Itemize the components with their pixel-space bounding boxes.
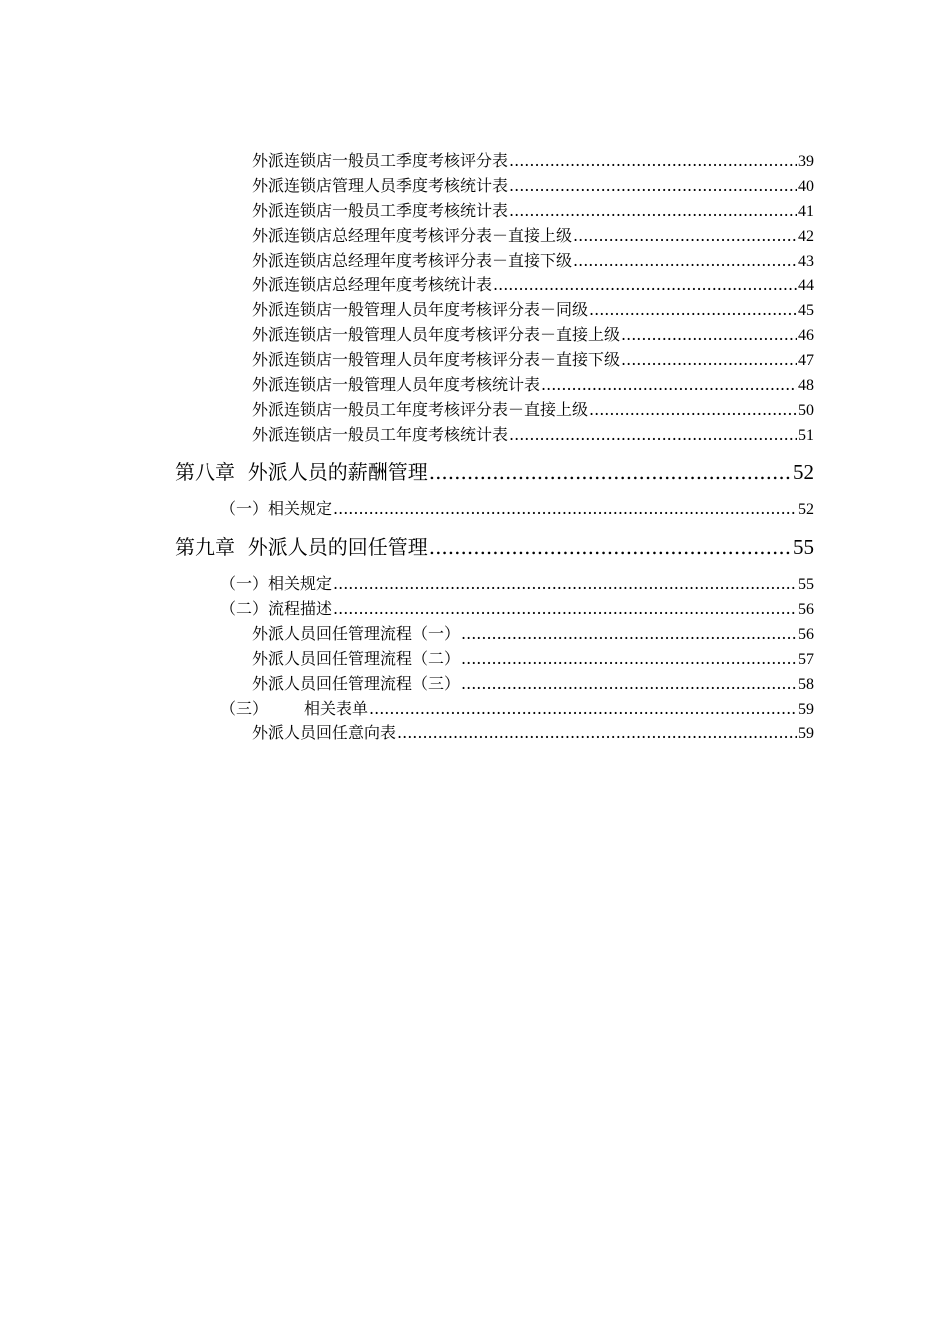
toc-entry[interactable] [252, 225, 814, 247]
toc-entry[interactable] [252, 424, 814, 446]
toc-entry-text: 相关表单 [304, 699, 369, 718]
toc-entry-title: 外派连锁店一般管理人员年度考核评分表－直接下级 [252, 350, 621, 369]
toc-entry-title: 外派连锁店总经理年度考核评分表－直接上级 [252, 226, 573, 245]
toc-leader-dots [333, 498, 797, 520]
toc-entry-title [220, 698, 368, 720]
toc-entry-page: 50 [798, 402, 814, 419]
toc-leader-dots [509, 150, 797, 172]
toc-leader-dots [397, 722, 797, 744]
toc-entry-page: 51 [798, 427, 814, 444]
toc-entry-title: 外派连锁店一般管理人员年度考核统计表 [252, 375, 541, 394]
toc-entry[interactable] [252, 324, 814, 346]
toc-entry-title: （一）相关规定 [220, 499, 333, 518]
toc-entry-title: 外派人员回任管理流程（一） [252, 624, 461, 643]
toc-entry-title: 外派连锁店总经理年度考核评分表－直接下级 [252, 251, 573, 270]
toc-entry-number: （三） [220, 699, 269, 718]
toc-entry-page: 59 [798, 701, 814, 718]
toc-entry-page: 47 [798, 352, 814, 369]
toc-entry-title: （一）相关规定 [220, 574, 333, 593]
toc-leader-dots [461, 648, 797, 670]
toc-entry-page: 59 [798, 725, 814, 742]
toc-entry-page: 48 [798, 377, 814, 394]
toc-chapter-title: 第八章 外派人员的薪酬管理 [175, 460, 428, 484]
toc-entry[interactable] [252, 673, 814, 695]
toc-entry-page: 52 [798, 501, 814, 518]
toc-entry-page: 56 [798, 601, 814, 618]
toc-entry[interactable] [252, 175, 814, 197]
toc-entry-page: 55 [798, 576, 814, 593]
toc-leader-dots [333, 598, 797, 620]
toc-leader-dots [429, 532, 792, 562]
toc-entry-title: 外派连锁店一般员工季度考核评分表 [252, 151, 509, 170]
toc-entry-page: 58 [798, 676, 814, 693]
toc-entry[interactable] [252, 399, 814, 421]
toc-entry-page: 40 [798, 178, 814, 195]
toc-entry[interactable] [252, 150, 814, 172]
toc-leader-dots [429, 457, 792, 487]
toc-entry-page: 45 [798, 302, 814, 319]
toc-leader-dots [621, 324, 797, 346]
toc-entry-page: 57 [798, 651, 814, 668]
toc-entry-title: 外派连锁店一般员工季度考核统计表 [252, 201, 509, 220]
toc-leader-dots [461, 623, 797, 645]
toc-leader-dots [573, 225, 797, 247]
toc-entry-title: 外派人员回任意向表 [252, 723, 397, 742]
toc-entry[interactable] [252, 623, 814, 645]
toc-entry-title: 外派连锁店总经理年度考核统计表 [252, 275, 493, 294]
toc-entry[interactable] [252, 299, 814, 321]
toc-leader-dots [493, 274, 797, 296]
toc-entry[interactable] [252, 722, 814, 744]
toc-chapter-title: 第九章 外派人员的回任管理 [175, 535, 428, 559]
toc-entry-title: （二）流程描述 [220, 599, 333, 618]
toc-leader-dots [589, 399, 797, 421]
toc-leader-dots [589, 299, 797, 321]
toc-leader-dots [509, 424, 797, 446]
toc-leader-dots [621, 349, 797, 371]
toc-leader-dots [509, 200, 797, 222]
toc-entry[interactable] [220, 598, 814, 620]
toc-leader-dots [541, 374, 797, 396]
toc-entry-page: 55 [793, 535, 814, 559]
toc-chapter-entry[interactable] [175, 532, 814, 562]
toc-entry[interactable] [220, 698, 814, 720]
toc-entry-page: 44 [798, 277, 814, 294]
toc-entry[interactable] [252, 274, 814, 296]
toc-entry-title: 外派连锁店一般员工年度考核统计表 [252, 425, 509, 444]
toc-entry[interactable] [220, 498, 814, 520]
toc-entry[interactable] [252, 648, 814, 670]
toc-leader-dots [461, 673, 797, 695]
toc-leader-dots [573, 250, 797, 272]
toc-entry[interactable] [252, 349, 814, 371]
toc-entry-title: 外派连锁店一般管理人员年度考核评分表－同级 [252, 300, 589, 319]
toc-entry-page: 56 [798, 626, 814, 643]
toc-chapter-entry[interactable] [175, 457, 814, 487]
toc-leader-dots [509, 175, 797, 197]
toc-entry-title: 外派连锁店一般员工年度考核评分表－直接上级 [252, 400, 589, 419]
toc-entry-page: 43 [798, 253, 814, 270]
toc-leader-dots [369, 698, 797, 720]
toc-entry[interactable] [252, 200, 814, 222]
toc-entry[interactable] [252, 250, 814, 272]
toc-entry-page: 41 [798, 203, 814, 220]
toc-entry-title: 外派人员回任管理流程（三） [252, 674, 461, 693]
toc-entry[interactable] [220, 573, 814, 595]
toc-entry-title: 外派人员回任管理流程（二） [252, 649, 461, 668]
toc-entry-page: 46 [798, 327, 814, 344]
toc-entry-page: 52 [793, 460, 814, 484]
toc-entry-title: 外派连锁店一般管理人员年度考核评分表－直接上级 [252, 325, 621, 344]
toc-entry-page: 39 [798, 153, 814, 170]
toc-leader-dots [333, 573, 797, 595]
toc-entry[interactable] [252, 374, 814, 396]
toc-entry-title: 外派连锁店管理人员季度考核统计表 [252, 176, 509, 195]
toc-entry-page: 42 [798, 228, 814, 245]
